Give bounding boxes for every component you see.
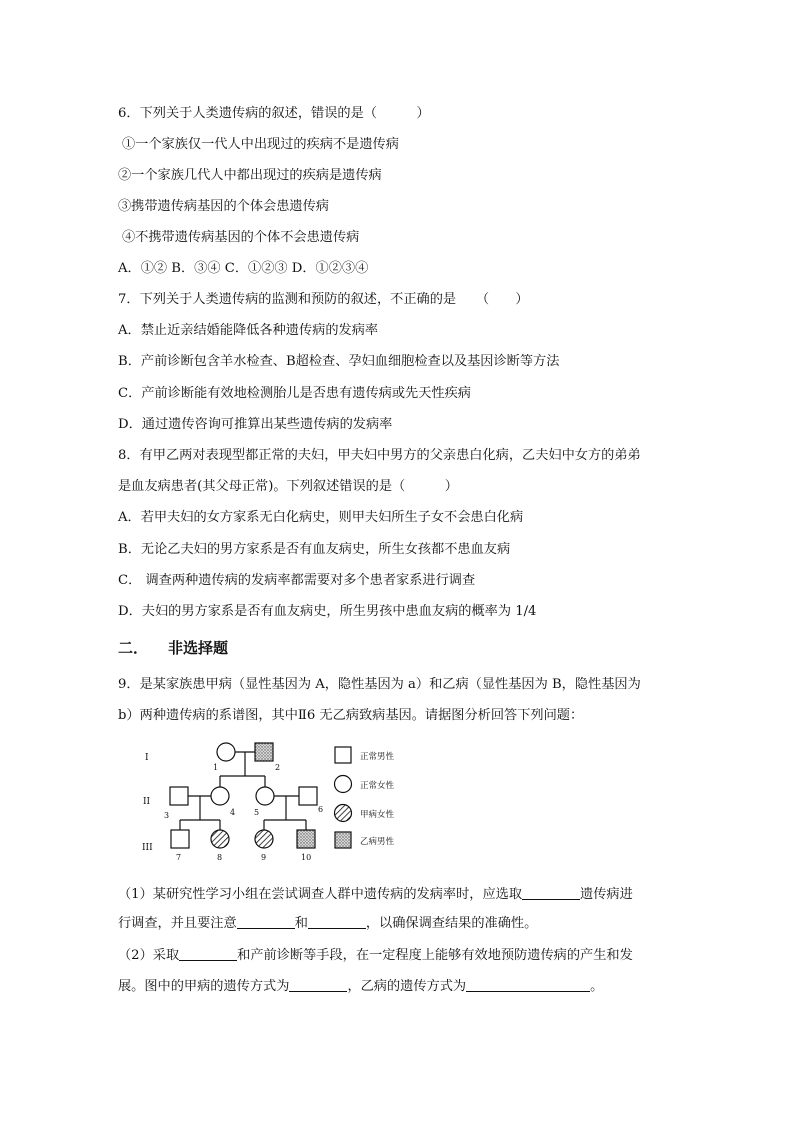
- q7-option-c: C．产前诊断能有效地检测胎儿是否患有遗传病或先天性疾病: [118, 386, 471, 401]
- q9-sub2-text-c: 展。图中的甲病的遗传方式为: [118, 979, 290, 994]
- q9-sub2-text-e: 。: [590, 979, 604, 994]
- individual-number-7: 7: [176, 853, 182, 862]
- individual-number-3: 3: [164, 811, 170, 820]
- q9-blank-5: [289, 977, 347, 992]
- q7-option-b: B．产前诊断包含羊水检查、B超检查、孕妇血细胞检查以及基因诊断等方法: [118, 354, 560, 369]
- individual-7-normal-male: [171, 830, 189, 848]
- legend-normal-male-symbol: [335, 747, 351, 763]
- q9-blank-1: [522, 885, 580, 900]
- q9-sub2-line-1: [118, 946, 633, 965]
- generation-label-3: III: [142, 843, 153, 853]
- q9-sub2-text-d: ，乙病的遗传方式为: [347, 979, 467, 994]
- individual-5-normal-female: [256, 787, 274, 805]
- individual-number-9: 9: [261, 853, 267, 862]
- q8-stem-line-2: 是血友病患者(其父母正常)。下列叙述错误的是（ ）: [118, 479, 458, 494]
- generation-label-1: I: [145, 753, 149, 763]
- q9-stem-line-1: 9．是某家族患甲病（显性基因为 A，隐性基因为 a）和乙病（显性基因为 B，隐性基因为: [118, 677, 641, 692]
- q9-sub1-line-1: [118, 885, 633, 904]
- q6-stem: 6．下列关于人类遗传病的叙述，错误的是（ ）: [118, 106, 430, 121]
- individual-4-normal-female: [211, 787, 229, 805]
- q9-sub1-text-a: （1）某研究性学习小组在尝试调查人群中遗传病的发病率时，应选取: [118, 887, 523, 902]
- legend-affected-male-label: 乙病男性: [360, 837, 395, 847]
- individual-3-normal-male: [170, 787, 188, 805]
- q8-option-b: B．无论乙夫妇的男方家系是否有血友病史，所生女孩都不患血友病: [118, 542, 511, 557]
- legend-affected-female-label: 甲病女性: [360, 810, 395, 820]
- individual-6-normal-male: [299, 787, 317, 805]
- q9-sub2-text-a: （2）采取: [118, 948, 180, 963]
- individual-number-6: 6: [318, 805, 324, 814]
- legend-normal-male-label: 正常男性: [360, 752, 395, 762]
- individual-9-affected-female: [255, 830, 273, 848]
- q7-stem: 7．下列关于人类遗传病的监测和预防的叙述，不正确的是 （ ）: [118, 292, 529, 307]
- individual-number-1: 1: [213, 763, 219, 772]
- individual-10-affected-male: [297, 830, 315, 848]
- q9-sub1-text-c: 行调查，并且要注意: [118, 916, 237, 931]
- q8-stem-line-1: 8．有甲乙两对表现型都正常的夫妇，甲夫妇中男方的父亲患白化病，乙夫妇中女方的弟弟: [118, 448, 641, 463]
- pedigree-lines: [180, 752, 306, 830]
- individual-number-4: 4: [230, 808, 236, 817]
- q6-statement-2: ②一个家族几代人中都出现过的疾病是遗传病: [118, 168, 382, 183]
- q6-options: A．①② B．③④ C．①②③ D．①②③④: [118, 261, 369, 276]
- individual-number-10: 10: [301, 853, 312, 862]
- q9-sub1-text-b: 遗传病进: [580, 887, 633, 902]
- q9-stem-line-2: b）两种遗传病的系谱图，其中Ⅱ6 无乙病致病基因。请据图分析回答下列问题：: [118, 708, 584, 723]
- individual-number-5: 5: [254, 808, 260, 817]
- q9-sub1-text-e: ，以确保调查结果的准确性。: [365, 916, 538, 931]
- q6-statement-3: ③携带遗传病基因的个体会患遗传病: [118, 199, 329, 214]
- section-heading: [118, 638, 228, 658]
- q9-sub2-line-2: [118, 977, 603, 996]
- individual-1-normal-female: [217, 743, 235, 761]
- individual-2-affected-male: [255, 743, 273, 761]
- q9-blank-3: [308, 914, 366, 929]
- q8-option-d: D．夫妇的男方家系是否有血友病史，所生男孩中患血友病的概率为 1/4: [118, 604, 537, 619]
- generation-label-2: II: [143, 797, 151, 807]
- q8-option-a: A．若甲夫妇的女方家系无白化病史，则甲夫妇所生子女不会患白化病: [118, 510, 524, 525]
- q9-blank-6: [466, 977, 590, 992]
- section-title: 非选择题: [168, 639, 229, 657]
- legend-affected-male-symbol: [335, 832, 351, 848]
- legend-normal-female-symbol: [335, 776, 352, 793]
- legend-normal-female-label: 正常女性: [360, 781, 395, 791]
- q9-sub2-text-b: 和产前诊断等手段，在一定程度上能够有效地预防遗传病的产生和发: [237, 948, 633, 963]
- q7-option-a: A．禁止近亲结婚能降低各种遗传病的发病率: [118, 323, 379, 338]
- individual-number-8: 8: [217, 853, 223, 862]
- section-number: 二．: [118, 639, 149, 657]
- pedigree-diagram: [138, 740, 418, 864]
- individual-number-2: 2: [275, 763, 281, 772]
- individual-8-affected-female: [211, 830, 229, 848]
- q9-sub1-line-2: [118, 914, 537, 933]
- q8-option-c: C． 调查两种遗传病的发病率都需要对多个患者家系进行调查: [118, 573, 476, 588]
- q9-blank-4: [179, 946, 237, 961]
- q7-option-d: D．通过遗传咨询可推算出某些遗传病的发病率: [118, 417, 393, 432]
- q9-sub1-text-d: 和: [294, 916, 308, 931]
- q6-statement-1: ①一个家族仅一代人中出现过的疾病不是遗传病: [122, 137, 399, 152]
- q9-blank-2: [237, 914, 295, 929]
- q6-statement-4: ④不携带遗传病基因的个体不会患遗传病: [122, 230, 360, 245]
- legend-affected-female-symbol: [335, 805, 352, 822]
